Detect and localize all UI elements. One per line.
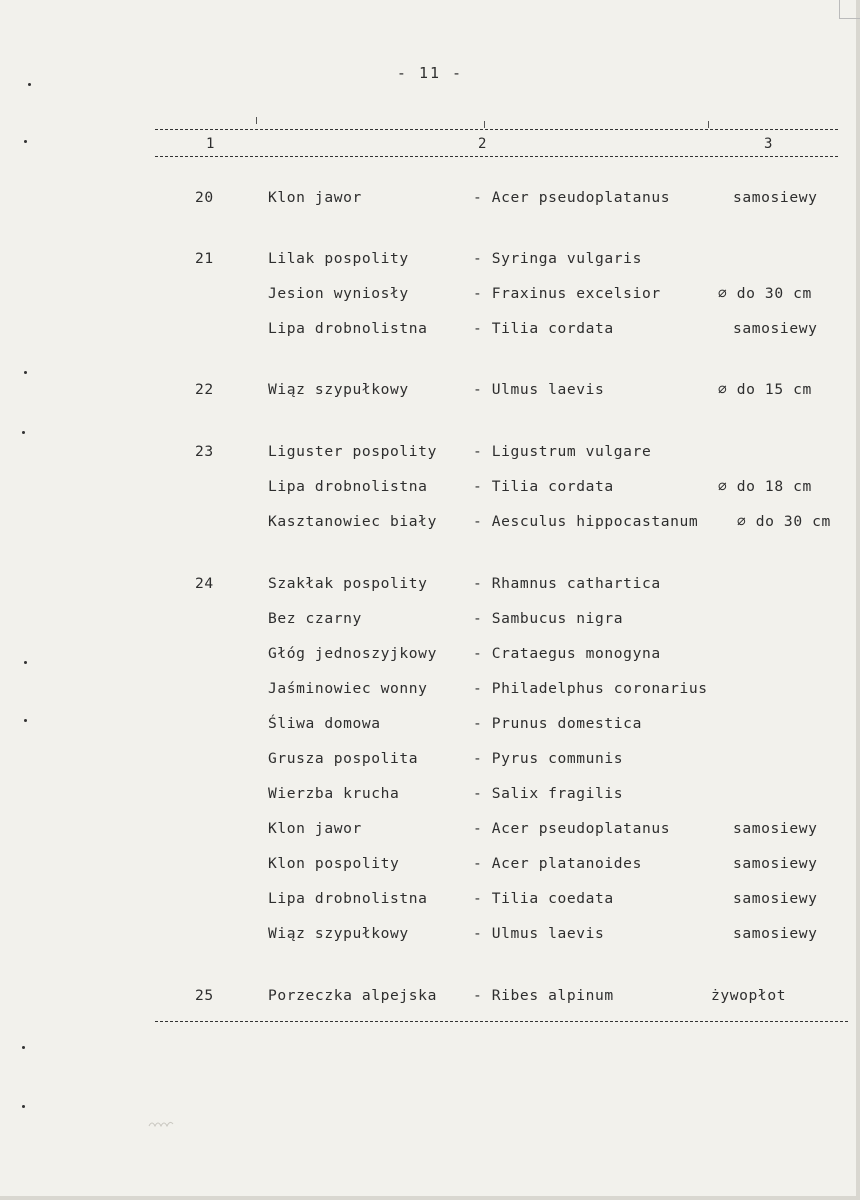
latin-name: - Ulmus laevis xyxy=(473,381,605,398)
margin-dot xyxy=(24,140,27,143)
polish-name: Jesion wyniosły xyxy=(268,285,409,302)
margin-dot xyxy=(28,83,31,86)
latin-name: - Prunus domestica xyxy=(473,715,642,732)
page-number: - 11 - xyxy=(396,64,464,82)
polish-name: Kasztanowiec biały xyxy=(268,513,437,530)
latin-name: - Syringa vulgaris xyxy=(473,250,642,267)
margin-dot xyxy=(22,431,25,434)
latin-name: - Ulmus laevis xyxy=(473,925,605,942)
polish-name: Klon pospolity xyxy=(268,855,400,872)
polish-name: Lilak pospolity xyxy=(268,250,409,267)
polish-name: Klon jawor xyxy=(268,189,362,206)
remark: samosiewy xyxy=(733,189,818,206)
row-number: 24 xyxy=(195,575,214,592)
margin-dot xyxy=(22,1105,25,1108)
column-header-1: 1 xyxy=(206,136,215,152)
pencil-scribble xyxy=(148,1118,178,1130)
remark: ∅ do 18 cm xyxy=(718,478,812,495)
polish-name: Jaśminowiec wonny xyxy=(268,680,428,697)
remark: żywopłot xyxy=(711,987,787,1004)
latin-name: - Philadelphus coronarius xyxy=(473,680,708,697)
row-number: 25 xyxy=(195,987,214,1004)
latin-name: - Ribes alpinum xyxy=(473,987,614,1004)
latin-name: - Acer platanoides xyxy=(473,855,642,872)
polish-name: Śliwa domowa xyxy=(268,715,381,732)
margin-dot xyxy=(24,719,27,722)
row-number: 20 xyxy=(195,189,214,206)
polish-name: Wiąz szypułkowy xyxy=(268,381,409,398)
polish-name: Wierzba krucha xyxy=(268,785,400,802)
polish-name: Lipa drobnolistna xyxy=(268,478,428,495)
latin-name: - Salix fragilis xyxy=(473,785,624,802)
polish-name: Wiąz szypułkowy xyxy=(268,925,409,942)
column-header-2: 2 xyxy=(478,136,487,152)
remark: samosiewy xyxy=(733,890,818,907)
row-number: 23 xyxy=(195,443,214,460)
header-bottom-rule xyxy=(155,156,838,157)
column-tick xyxy=(256,117,257,124)
latin-name: - Tilia cordata xyxy=(473,320,614,337)
margin-dot xyxy=(22,1046,25,1049)
polish-name: Grusza pospolita xyxy=(268,750,419,767)
latin-name: - Crataegus monogyna xyxy=(473,645,661,662)
polish-name: Lipa drobnolistna xyxy=(268,890,428,907)
remark: samosiewy xyxy=(733,925,818,942)
row-number: 22 xyxy=(195,381,214,398)
column-tick xyxy=(708,121,709,128)
polish-name: Porzeczka alpejska xyxy=(268,987,437,1004)
remark: samosiewy xyxy=(733,820,818,837)
margin-dot xyxy=(24,371,27,374)
remark: ∅ do 15 cm xyxy=(718,381,812,398)
corner-mark xyxy=(839,0,860,19)
polish-name: Klon jawor xyxy=(268,820,362,837)
row-number: 21 xyxy=(195,250,214,267)
polish-name: Głóg jednoszyjkowy xyxy=(268,645,437,662)
latin-name: - Ligustrum vulgare xyxy=(473,443,652,460)
latin-name: - Acer pseudoplatanus xyxy=(473,820,671,837)
column-header-3: 3 xyxy=(764,136,773,152)
remark: ∅ do 30 cm xyxy=(718,285,812,302)
table-top-rule xyxy=(155,129,838,130)
latin-name: - Tilia cordata xyxy=(473,478,614,495)
latin-name: - Aesculus hippocastanum xyxy=(473,513,699,530)
remark: ∅ do 30 cm xyxy=(737,513,831,530)
latin-name: - Fraxinus excelsior xyxy=(473,285,661,302)
latin-name: - Acer pseudoplatanus xyxy=(473,189,671,206)
polish-name: Liguster pospolity xyxy=(268,443,437,460)
latin-name: - Pyrus communis xyxy=(473,750,624,767)
margin-dot xyxy=(24,661,27,664)
latin-name: - Rhamnus cathartica xyxy=(473,575,661,592)
polish-name: Szakłak pospolity xyxy=(268,575,428,592)
polish-name: Bez czarny xyxy=(268,610,362,627)
table-bottom-rule xyxy=(155,1021,848,1022)
latin-name: - Sambucus nigra xyxy=(473,610,624,627)
polish-name: Lipa drobnolistna xyxy=(268,320,428,337)
remark: samosiewy xyxy=(733,855,818,872)
column-tick xyxy=(484,121,485,128)
latin-name: - Tilia coedata xyxy=(473,890,614,907)
remark: samosiewy xyxy=(733,320,818,337)
